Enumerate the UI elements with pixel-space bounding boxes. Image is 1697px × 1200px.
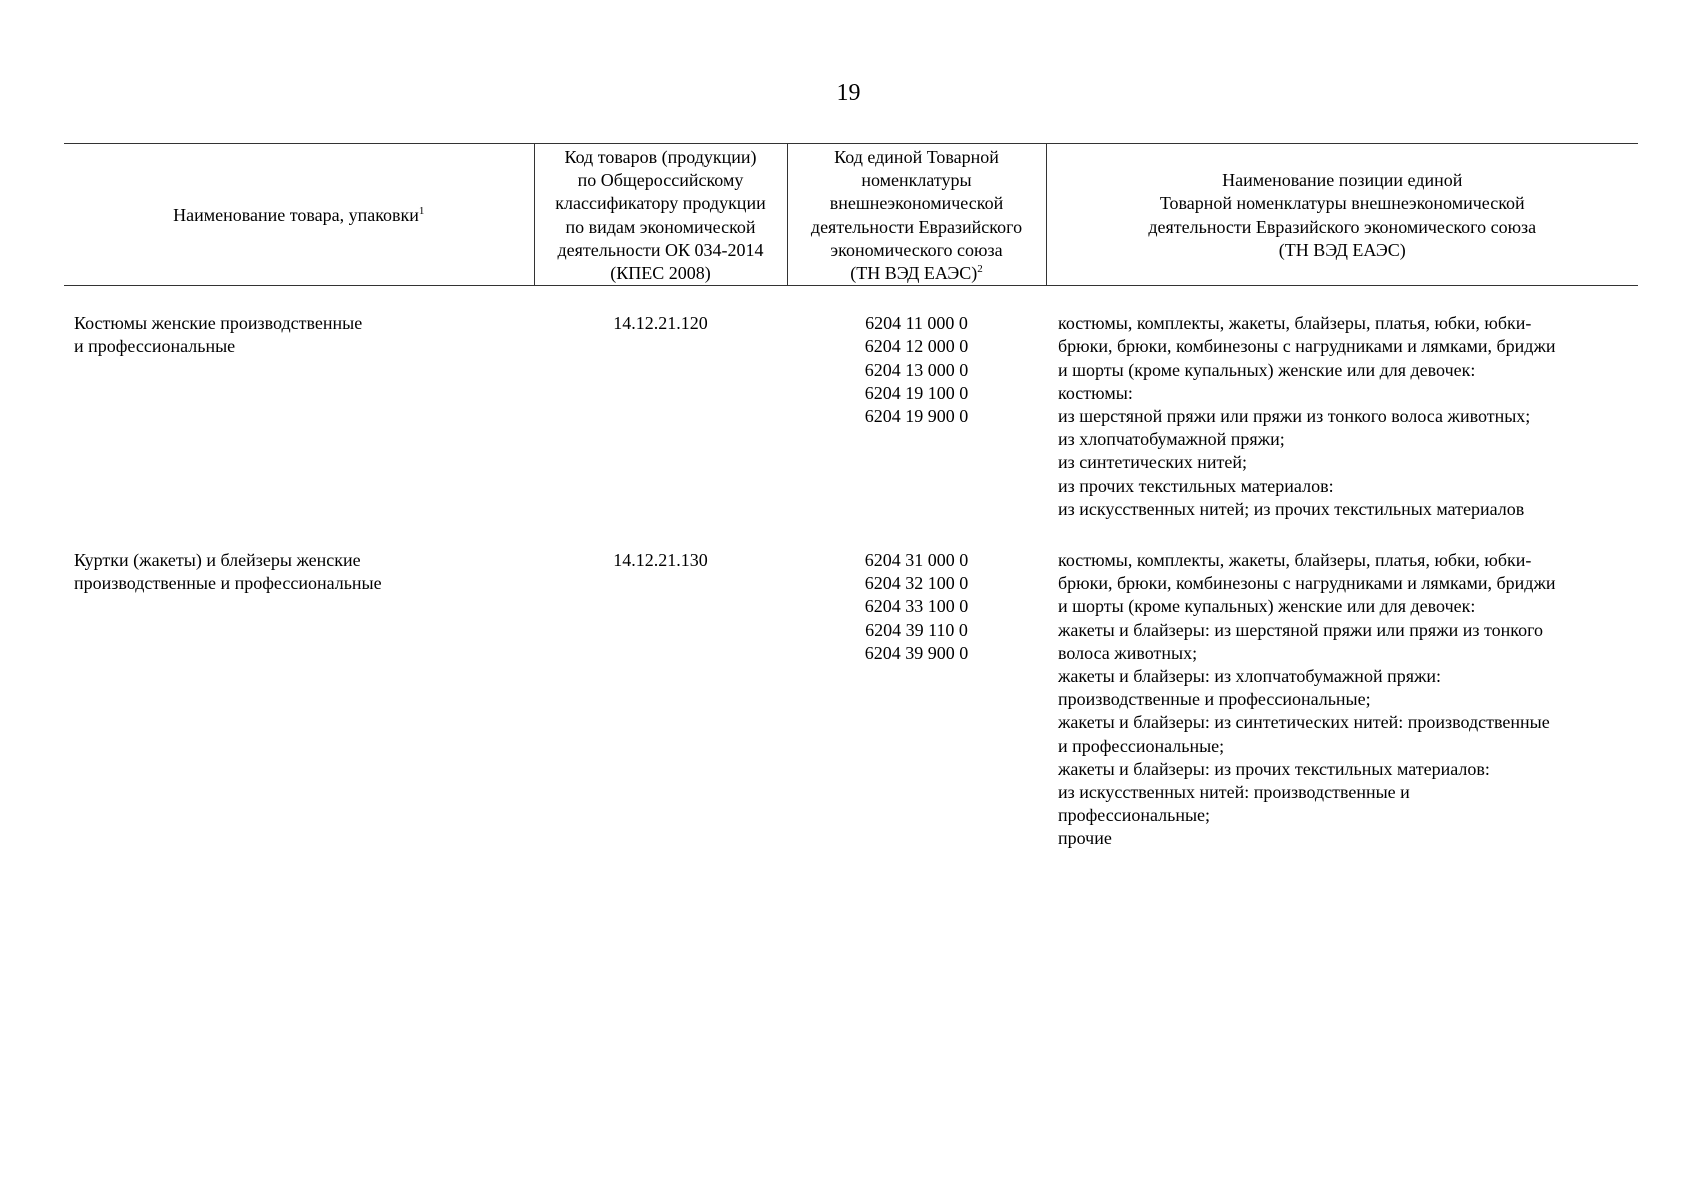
tnved-description-cell: костюмы, комплекты, жакеты, блайзеры, платья, юбки, юбки- брюки, брюки, комбинезоны с нагрудниками и лямками, бриджи и шорты (кроме купальных) женские или для девочек: жакеты и блайзеры: из шерстяной пряжи или пряжи из тонкого волоса животных; жакеты и блайзеры: из хлопчатобумажной пряжи: производственные и профессиональные; жакеты и блайзеры: из синтетических нитей: производственные и профессиональные; жакеты и блайзеры: из прочих текстильных материалов: из искусственных нитей: производственные и профессиональные; прочие bbox=[1058, 550, 1556, 849]
table-header-row bbox=[64, 144, 1638, 286]
okpd-code-cell: 14.12.21.120 bbox=[613, 313, 708, 334]
header-goods-name: Наименование товара, упаковки$^1$ bbox=[64, 144, 534, 286]
page-number: 19 bbox=[836, 80, 861, 106]
header-tnved-position-name: Наименование позиции единой Товарной номенклатуры внешнеэкономической деятельности Евразийского экономического союза (ТН ВЭД ЕАЭС) bbox=[1046, 144, 1638, 286]
okpd-code-cell: 14.12.21.130 bbox=[613, 550, 708, 571]
tnved-codes-cell: 6204 11 000 0 6204 12 000 0 6204 13 000 0 6204 19 100 0 6204 19 900 0 bbox=[864, 313, 969, 427]
goods-table bbox=[64, 143, 1638, 851]
tnved-codes-cell: 6204 31 000 0 6204 32 100 0 6204 33 100 0 6204 39 110 0 6204 39 900 0 bbox=[864, 550, 969, 663]
footnote-marker: 1 bbox=[418, 205, 425, 217]
goods-name-cell: Куртки (жакеты) и блейзеры женские производственные и профессиональные bbox=[74, 550, 382, 594]
goods-name-cell: Костюмы женские производственные и профессиональные bbox=[74, 313, 363, 357]
tnved-description-cell: костюмы, комплекты, жакеты, блайзеры, платья, юбки, юбки- брюки, брюки, комбинезоны с нагрудниками и лямками, бриджи и шорты (кроме купальных) женские или для девочек: костюмы: из шерстяной пряжи или пряжи из тонкого волоса животных; из хлопчатобумажной пряжи; из синтетических нитей; из прочих текстильных материалов: из искусственных нитей; из прочих текстильных материалов bbox=[1058, 313, 1556, 519]
footnote-marker: 2 bbox=[977, 263, 983, 276]
table-row bbox=[64, 286, 1638, 521]
header-okpd-code: Код товаров (продукции) по Общероссийскому классификатору продукции по видам экономической деятельности ОК 034-2014 (КПЕС 2008) bbox=[534, 144, 787, 286]
header-tnved-code: Код единой Товарной номенклатуры внешнеэкономической деятельности Евразийского экономического союза (ТН ВЭД ЕАЭС)$^2$ bbox=[787, 144, 1046, 286]
table-row bbox=[64, 521, 1638, 851]
